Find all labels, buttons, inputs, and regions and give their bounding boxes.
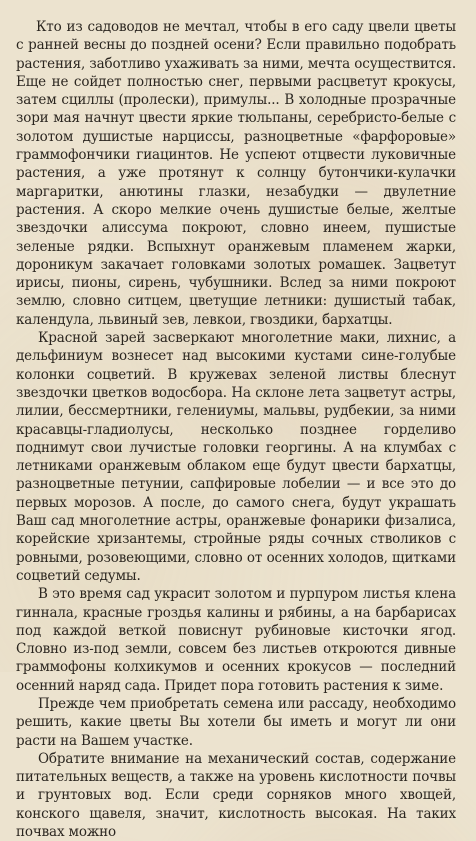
paragraph-1: Кто из садоводов не мечтал, чтобы в его саду цвели цветы с ранней весны до поздней осени? Если правильно подобрать растения, заботливо ухаживать за ними, мечта осуществится. Еще не сойдет полностью снег, первыми расцветут крокусы, затем сциллы (пролески), примулы... В холодные прозрачные зори мая начнут цвести яркие тюльпаны, серебристо-белые с золотом душистые нарциссы, разноцветные «фарфоровые» граммофончики гиацинтов. Не успеют отцвести луковичные растения, а уже протянут к солнцу бутончики-кулачки маргаритки, анютины глазки, незабудки — двулетние растения. А скоро мелкие очень душистые белые, желтые звездочки алиссума покроют, словно инеем, пушистые зеленые рядки. Вспыхнут оранжевым пламенем жарки, дороникум закачает головками золотых ромашек. Зацветут ирисы, пионы, сирень, чубушники. Вслед за ними покроют землю, словно ситцем, цветущие летники: душистый табак, календула, львиный зев, левкои, гвоздики, бархатцы. xyxy=(16,19,456,328)
paragraph-3: В это время сад украсит золотом и пурпуром листья клена гиннала, красные гроздья калины и рябины, а на барбарисах под каждой веткой повиснут рубиновые кисточки ягод. Словно из-под земли, совсем без листьев откроются дивные граммофоны колхикумов и осенних крокусов — последний осенний наряд сада. Придет пора готовить растения к зиме. xyxy=(16,586,456,694)
paragraph-4: Прежде чем приобретать семена или рассаду, необходимо решить, какие цветы Вы хотели бы иметь и могут ли они расти на Вашем участке. xyxy=(16,695,456,749)
document-page xyxy=(16,18,456,841)
paragraph-2: Красной зарей засверкают многолетние маки, лихнис, а дельфиниум вознесет над высокими кустами сине-голубые колонки соцветий. В кружевах зеленой листвы блеснут звездочки цветков водосбора. На склоне лета зацветут астры, лилии, бессмертники, гелениумы, мальвы, рудбекии, за ними красавцы-гладиолусы, несколько позднее горделиво поднимут свои лучистые головки георгины. А на клумбах с летниками оранжевым облаком еще будут цвести бархатцы, разноцветные петунии, сапфировые лобелии — и все это до первых морозов. А после, до самого снега, будут украшать Ваш сад многолетние астры, оранжевые фонарики физалиса, корейские хризантемы, стройные ряды сочных стволиков с ровными, розовеющими, словно от осенних холодов, щитками соцветий седумы. xyxy=(16,330,456,584)
paragraph-5: Обратите внимание на механический состав, содержание питательных веществ, а также на уровень кислотности почвы и грунтовых вод. Если среди сорняков много хвощей, конского щавеля, значит, кислотность высокая. На таких почвах можно xyxy=(16,750,456,841)
